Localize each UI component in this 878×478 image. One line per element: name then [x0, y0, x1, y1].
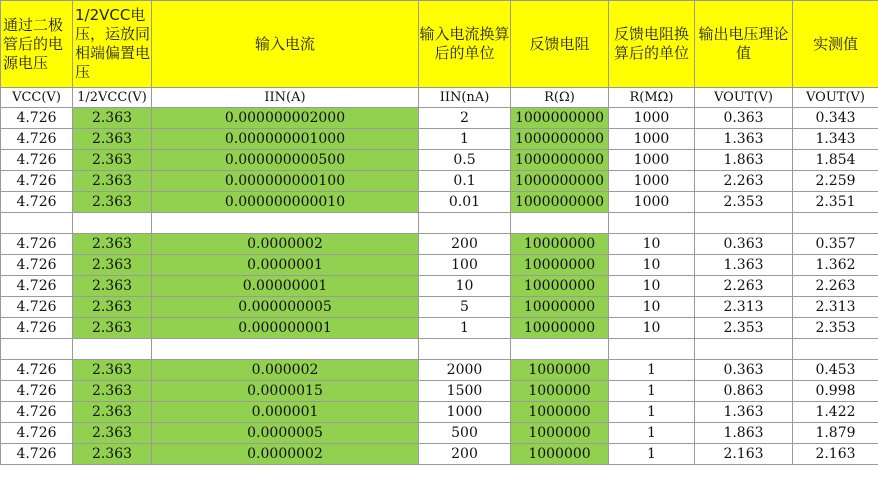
- table-cell: 2.363: [73, 108, 152, 129]
- table-cell: 1.863: [695, 423, 793, 444]
- table-cell: 2.363: [73, 381, 152, 402]
- table-row: [1, 192, 878, 213]
- table-cell: 0.000000001: [152, 318, 419, 339]
- table-cell: 0.343: [793, 108, 878, 129]
- table-cell: 0.453: [793, 360, 878, 381]
- table-cell: 2.363: [73, 423, 152, 444]
- table-cell: 4.726: [1, 108, 73, 129]
- unit-cell: VOUT(V): [695, 88, 793, 108]
- table-cell: 0.0000002: [152, 444, 419, 465]
- table-row: [1, 444, 878, 465]
- header-row: [1, 1, 878, 88]
- header-feedback-resistor: 反馈电阻: [511, 1, 609, 88]
- table-row: [1, 402, 878, 423]
- spacer-row: [1, 213, 878, 234]
- table-cell: 1000000: [511, 402, 609, 423]
- table-cell: 4.726: [1, 234, 73, 255]
- table-cell: 2.353: [695, 192, 793, 213]
- table-cell: 1000000: [511, 423, 609, 444]
- spacer-cell: [1, 339, 73, 360]
- table-cell: 0.5: [419, 150, 511, 171]
- table-cell: 4.726: [1, 444, 73, 465]
- table-cell: 10: [609, 276, 695, 297]
- table-cell: 1.362: [793, 255, 878, 276]
- table-cell: 0.000000005: [152, 297, 419, 318]
- table-cell: 4.726: [1, 171, 73, 192]
- table-row: [1, 297, 878, 318]
- table-cell: 10000000: [511, 297, 609, 318]
- table-cell: 4.726: [1, 150, 73, 171]
- table-cell: 0.000000001000: [152, 129, 419, 150]
- spacer-cell: [695, 339, 793, 360]
- table-cell: 1.422: [793, 402, 878, 423]
- header-input-current: 输入电流: [152, 1, 419, 88]
- table-cell: 2.263: [695, 276, 793, 297]
- table-cell: 2.363: [73, 402, 152, 423]
- table-row: [1, 129, 878, 150]
- table-cell: 4.726: [1, 402, 73, 423]
- unit-cell: IIN(A): [152, 88, 419, 108]
- spacer-cell: [73, 339, 152, 360]
- table-cell: 0.0000015: [152, 381, 419, 402]
- table-cell: 4.726: [1, 129, 73, 150]
- table-row: [1, 276, 878, 297]
- table-cell: 1: [609, 444, 695, 465]
- table-cell: 1000000000: [511, 150, 609, 171]
- unit-cell: IIN(nA): [419, 88, 511, 108]
- table-cell: 1.863: [695, 150, 793, 171]
- table-cell: 1000000: [511, 360, 609, 381]
- unit-cell: R(MΩ): [609, 88, 695, 108]
- unit-cell: 1/2VCC(V): [73, 88, 152, 108]
- table-cell: 1000000000: [511, 108, 609, 129]
- table-cell: 1000000000: [511, 171, 609, 192]
- table-cell: 0.00000001: [152, 276, 419, 297]
- header-vcc: 通过二极管后的电源电压: [1, 1, 73, 88]
- unit-cell: VOUT(V): [793, 88, 878, 108]
- table-cell: 2.353: [695, 318, 793, 339]
- table-cell: 10: [609, 234, 695, 255]
- table-cell: 2.313: [695, 297, 793, 318]
- table-cell: 1000: [609, 129, 695, 150]
- table-cell: 0.000000000100: [152, 171, 419, 192]
- table-cell: 1500: [419, 381, 511, 402]
- table-cell: 0.1: [419, 171, 511, 192]
- table-cell: 2.351: [793, 192, 878, 213]
- table-cell: 0.363: [695, 234, 793, 255]
- spacer-cell: [511, 339, 609, 360]
- table-cell: 2.263: [793, 276, 878, 297]
- table-row: [1, 318, 878, 339]
- table-cell: 2000: [419, 360, 511, 381]
- spacer-cell: [793, 339, 878, 360]
- table-cell: 2.363: [73, 129, 152, 150]
- table-cell: 1: [609, 381, 695, 402]
- table-cell: 2.263: [695, 171, 793, 192]
- table-cell: 0.000000000500: [152, 150, 419, 171]
- table-cell: 2: [419, 108, 511, 129]
- table-row: [1, 150, 878, 171]
- table-cell: 4.726: [1, 255, 73, 276]
- table-cell: 4.726: [1, 423, 73, 444]
- table-cell: 0.01: [419, 192, 511, 213]
- table-cell: 2.363: [73, 234, 152, 255]
- table-cell: 10000000: [511, 255, 609, 276]
- table-cell: 2.363: [73, 444, 152, 465]
- table-cell: 1.363: [695, 402, 793, 423]
- table-cell: 0.357: [793, 234, 878, 255]
- spacer-cell: [511, 213, 609, 234]
- spacer-cell: [152, 339, 419, 360]
- table-cell: 0.0000002: [152, 234, 419, 255]
- table-cell: 10: [419, 276, 511, 297]
- table-cell: 2.363: [73, 318, 152, 339]
- table-cell: 4.726: [1, 192, 73, 213]
- spacer-cell: [609, 339, 695, 360]
- table-row: [1, 108, 878, 129]
- table-cell: 2.163: [695, 444, 793, 465]
- table-cell: 1: [419, 318, 511, 339]
- unit-cell: R(Ω): [511, 88, 609, 108]
- table-cell: 1: [609, 402, 695, 423]
- table-cell: 4.726: [1, 360, 73, 381]
- table-cell: 0.000000002000: [152, 108, 419, 129]
- table-cell: 1000: [609, 150, 695, 171]
- table-cell: 2.363: [73, 192, 152, 213]
- table-cell: 10: [609, 297, 695, 318]
- table-cell: 10000000: [511, 318, 609, 339]
- table-cell: 200: [419, 234, 511, 255]
- table-cell: 1000: [609, 171, 695, 192]
- table-cell: 2.363: [73, 150, 152, 171]
- table-cell: 4.726: [1, 318, 73, 339]
- table-cell: 0.0000001: [152, 255, 419, 276]
- table-cell: 0.998: [793, 381, 878, 402]
- table-cell: 2.363: [73, 276, 152, 297]
- header-measured: 实测值: [793, 1, 878, 88]
- table-cell: 1000000: [511, 444, 609, 465]
- table-cell: 0.363: [695, 360, 793, 381]
- table-cell: 0.000002: [152, 360, 419, 381]
- spacer-cell: [419, 213, 511, 234]
- table-cell: 4.726: [1, 381, 73, 402]
- table-cell: 1: [419, 129, 511, 150]
- spacer-cell: [152, 213, 419, 234]
- table-cell: 200: [419, 444, 511, 465]
- table-cell: 1.343: [793, 129, 878, 150]
- table-cell: 5: [419, 297, 511, 318]
- table-cell: 4.726: [1, 276, 73, 297]
- table-row: [1, 255, 878, 276]
- table-cell: 1.363: [695, 129, 793, 150]
- table-cell: 0.000001: [152, 402, 419, 423]
- table-cell: 0.863: [695, 381, 793, 402]
- table-cell: 10: [609, 318, 695, 339]
- unit-cell: VCC(V): [1, 88, 73, 108]
- table-cell: 1.879: [793, 423, 878, 444]
- table-cell: 2.363: [73, 297, 152, 318]
- spacer-cell: [1, 213, 73, 234]
- table-cell: 1000000000: [511, 192, 609, 213]
- table-cell: 1.854: [793, 150, 878, 171]
- spacer-cell: [73, 213, 152, 234]
- spacer-cell: [793, 213, 878, 234]
- table-body: [1, 108, 878, 465]
- table-cell: 2.353: [793, 318, 878, 339]
- table-row: [1, 171, 878, 192]
- table-cell: 1000: [419, 402, 511, 423]
- header-half-vcc: 1/2VCC电压，运放同相端偏置电压: [73, 1, 152, 88]
- table-cell: 0.000000000010: [152, 192, 419, 213]
- table-cell: 2.363: [73, 360, 152, 381]
- table-cell: 1000: [609, 192, 695, 213]
- table-cell: 1: [609, 423, 695, 444]
- table-cell: 2.163: [793, 444, 878, 465]
- table-row: [1, 234, 878, 255]
- table-cell: 4.726: [1, 297, 73, 318]
- spacer-row: [1, 339, 878, 360]
- table-cell: 1000: [609, 108, 695, 129]
- table-cell: 1: [609, 360, 695, 381]
- table-cell: 1.363: [695, 255, 793, 276]
- table-cell: 2.259: [793, 171, 878, 192]
- units-row: [1, 88, 878, 108]
- table-cell: 500: [419, 423, 511, 444]
- table-cell: 100: [419, 255, 511, 276]
- table-row: [1, 423, 878, 444]
- header-vout-theory: 输出电压理论值: [695, 1, 793, 88]
- table-cell: 0.0000005: [152, 423, 419, 444]
- table-cell: 10000000: [511, 276, 609, 297]
- header-input-current-converted: 输入电流换算后的单位: [419, 1, 511, 88]
- table-cell: 10000000: [511, 234, 609, 255]
- table-row: [1, 360, 878, 381]
- table-cell: 0.363: [695, 108, 793, 129]
- table-cell: 1000000000: [511, 129, 609, 150]
- header-feedback-resistor-converted: 反馈电阻换算后的单位: [609, 1, 695, 88]
- spacer-cell: [419, 339, 511, 360]
- table-row: [1, 381, 878, 402]
- spacer-cell: [695, 213, 793, 234]
- table-cell: 2.363: [73, 255, 152, 276]
- table-cell: 1000000: [511, 381, 609, 402]
- table-cell: 2.363: [73, 171, 152, 192]
- table-cell: 10: [609, 255, 695, 276]
- table-cell: 2.313: [793, 297, 878, 318]
- spacer-cell: [609, 213, 695, 234]
